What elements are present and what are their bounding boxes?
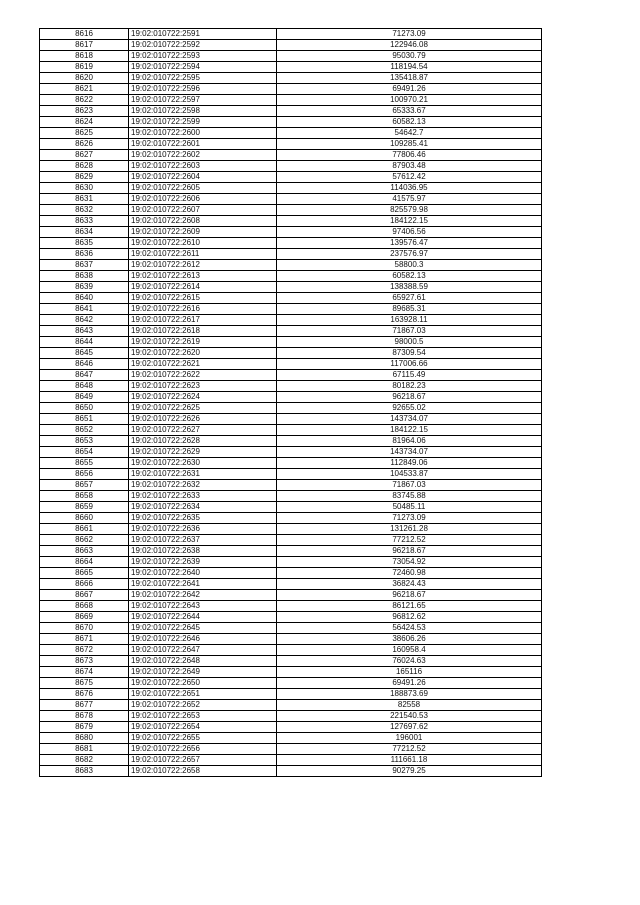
table-row [40,249,542,260]
cadastral-number-cell: 19:02:010722:2620 [129,348,277,359]
cadastral-number-cell: 19:02:010722:2591 [129,29,277,40]
amount-cell: 114036.95 [277,183,542,194]
table-row [40,557,542,568]
cadastral-number-cell: 19:02:010722:2641 [129,579,277,590]
table-row [40,667,542,678]
table-row [40,194,542,205]
cadastral-number-cell: 19:02:010722:2625 [129,403,277,414]
cadastral-number-cell: 19:02:010722:2609 [129,227,277,238]
amount-cell: 41575.97 [277,194,542,205]
row-number-cell: 8651 [40,414,129,425]
amount-cell: 127697.62 [277,722,542,733]
amount-cell: 100970.21 [277,95,542,106]
cadastral-number-cell: 19:02:010722:2597 [129,95,277,106]
cadastral-number-cell: 19:02:010722:2643 [129,601,277,612]
amount-cell: 95030.79 [277,51,542,62]
amount-cell: 77212.52 [277,535,542,546]
table-row [40,95,542,106]
amount-cell: 122946.08 [277,40,542,51]
amount-cell: 96218.67 [277,590,542,601]
table-row [40,260,542,271]
table-row [40,480,542,491]
table-row [40,414,542,425]
table-row [40,436,542,447]
cadastral-number-cell: 19:02:010722:2621 [129,359,277,370]
amount-cell: 112849.06 [277,458,542,469]
row-number-cell: 8665 [40,568,129,579]
amount-cell: 65927.61 [277,293,542,304]
row-number-cell: 8630 [40,183,129,194]
cadastral-number-cell: 19:02:010722:2653 [129,711,277,722]
cadastral-number-cell: 19:02:010722:2600 [129,128,277,139]
row-number-cell: 8658 [40,491,129,502]
cadastral-number-cell: 19:02:010722:2637 [129,535,277,546]
amount-cell: 86121.65 [277,601,542,612]
table-row [40,711,542,722]
cadastral-number-cell: 19:02:010722:2616 [129,304,277,315]
data-table [39,28,542,777]
row-number-cell: 8664 [40,557,129,568]
amount-cell: 139576.47 [277,238,542,249]
amount-cell: 184122.15 [277,216,542,227]
table-row [40,359,542,370]
cadastral-number-cell: 19:02:010722:2647 [129,645,277,656]
row-number-cell: 8661 [40,524,129,535]
row-number-cell: 8649 [40,392,129,403]
row-number-cell: 8624 [40,117,129,128]
row-number-cell: 8618 [40,51,129,62]
cadastral-number-cell: 19:02:010722:2656 [129,744,277,755]
table-row [40,601,542,612]
cadastral-number-cell: 19:02:010722:2627 [129,425,277,436]
table-row [40,106,542,117]
row-number-cell: 8660 [40,513,129,524]
cadastral-number-cell: 19:02:010722:2631 [129,469,277,480]
cadastral-number-cell: 19:02:010722:2640 [129,568,277,579]
amount-cell: 825579.98 [277,205,542,216]
cadastral-number-cell: 19:02:010722:2642 [129,590,277,601]
cadastral-number-cell: 19:02:010722:2635 [129,513,277,524]
row-number-cell: 8626 [40,139,129,150]
row-number-cell: 8655 [40,458,129,469]
row-number-cell: 8648 [40,381,129,392]
cadastral-number-cell: 19:02:010722:2619 [129,337,277,348]
amount-cell: 69491.26 [277,84,542,95]
cadastral-number-cell: 19:02:010722:2654 [129,722,277,733]
table-row [40,205,542,216]
row-number-cell: 8638 [40,271,129,282]
table-row [40,766,542,777]
table-row [40,326,542,337]
amount-cell: 50485.11 [277,502,542,513]
row-number-cell: 8659 [40,502,129,513]
row-number-cell: 8634 [40,227,129,238]
cadastral-number-cell: 19:02:010722:2634 [129,502,277,513]
amount-cell: 221540.53 [277,711,542,722]
cadastral-number-cell: 19:02:010722:2622 [129,370,277,381]
table-row [40,62,542,73]
row-number-cell: 8679 [40,722,129,733]
cadastral-number-cell: 19:02:010722:2629 [129,447,277,458]
amount-cell: 71867.03 [277,480,542,491]
amount-cell: 87309.54 [277,348,542,359]
amount-cell: 118194.54 [277,62,542,73]
amount-cell: 82558 [277,700,542,711]
table-row [40,172,542,183]
table-row [40,370,542,381]
row-number-cell: 8646 [40,359,129,370]
amount-cell: 196001 [277,733,542,744]
table-row [40,744,542,755]
table-row [40,381,542,392]
cadastral-number-cell: 19:02:010722:2639 [129,557,277,568]
amount-cell: 143734.07 [277,414,542,425]
amount-cell: 71867.03 [277,326,542,337]
table-row [40,678,542,689]
amount-cell: 97406.56 [277,227,542,238]
cadastral-number-cell: 19:02:010722:2611 [129,249,277,260]
cadastral-number-cell: 19:02:010722:2608 [129,216,277,227]
row-number-cell: 8625 [40,128,129,139]
amount-cell: 38606.26 [277,634,542,645]
amount-cell: 67115.49 [277,370,542,381]
amount-cell: 71273.09 [277,513,542,524]
amount-cell: 71273.09 [277,29,542,40]
amount-cell: 73054.92 [277,557,542,568]
row-number-cell: 8642 [40,315,129,326]
amount-cell: 163928.11 [277,315,542,326]
amount-cell: 96218.67 [277,392,542,403]
amount-cell: 81964.06 [277,436,542,447]
cadastral-number-cell: 19:02:010722:2596 [129,84,277,95]
amount-cell: 131261.28 [277,524,542,535]
table-row [40,161,542,172]
row-number-cell: 8645 [40,348,129,359]
cadastral-number-cell: 19:02:010722:2606 [129,194,277,205]
row-number-cell: 8677 [40,700,129,711]
cadastral-number-cell: 19:02:010722:2636 [129,524,277,535]
table-row [40,656,542,667]
row-number-cell: 8616 [40,29,129,40]
table-row [40,689,542,700]
table-row [40,645,542,656]
table-row [40,139,542,150]
table-body [40,29,542,777]
amount-cell: 92655.02 [277,403,542,414]
cadastral-number-cell: 19:02:010722:2593 [129,51,277,62]
table-row [40,348,542,359]
cadastral-number-cell: 19:02:010722:2649 [129,667,277,678]
row-number-cell: 8678 [40,711,129,722]
table-row [40,117,542,128]
amount-cell: 77212.52 [277,744,542,755]
amount-cell: 135418.87 [277,73,542,84]
cadastral-number-cell: 19:02:010722:2628 [129,436,277,447]
amount-cell: 58800.3 [277,260,542,271]
row-number-cell: 8622 [40,95,129,106]
amount-cell: 237576.97 [277,249,542,260]
cadastral-number-cell: 19:02:010722:2624 [129,392,277,403]
cadastral-number-cell: 19:02:010722:2648 [129,656,277,667]
cadastral-number-cell: 19:02:010722:2658 [129,766,277,777]
amount-cell: 87903.48 [277,161,542,172]
table-row [40,722,542,733]
row-number-cell: 8669 [40,612,129,623]
cadastral-number-cell: 19:02:010722:2651 [129,689,277,700]
row-number-cell: 8629 [40,172,129,183]
amount-cell: 143734.07 [277,447,542,458]
row-number-cell: 8653 [40,436,129,447]
row-number-cell: 8623 [40,106,129,117]
table-row [40,392,542,403]
row-number-cell: 8639 [40,282,129,293]
row-number-cell: 8673 [40,656,129,667]
cadastral-number-cell: 19:02:010722:2615 [129,293,277,304]
row-number-cell: 8666 [40,579,129,590]
row-number-cell: 8621 [40,84,129,95]
row-number-cell: 8637 [40,260,129,271]
cadastral-number-cell: 19:02:010722:2601 [129,139,277,150]
table-row [40,513,542,524]
amount-cell: 184122.15 [277,425,542,436]
cadastral-number-cell: 19:02:010722:2638 [129,546,277,557]
row-number-cell: 8647 [40,370,129,381]
amount-cell: 109285.41 [277,139,542,150]
amount-cell: 57612.42 [277,172,542,183]
amount-cell: 111661.18 [277,755,542,766]
table-row [40,128,542,139]
cadastral-number-cell: 19:02:010722:2602 [129,150,277,161]
row-number-cell: 8676 [40,689,129,700]
cadastral-number-cell: 19:02:010722:2626 [129,414,277,425]
table-row [40,337,542,348]
amount-cell: 98000.5 [277,337,542,348]
cadastral-number-cell: 19:02:010722:2645 [129,623,277,634]
row-number-cell: 8672 [40,645,129,656]
cadastral-number-cell: 19:02:010722:2646 [129,634,277,645]
cadastral-number-cell: 19:02:010722:2633 [129,491,277,502]
row-number-cell: 8681 [40,744,129,755]
row-number-cell: 8617 [40,40,129,51]
cadastral-number-cell: 19:02:010722:2613 [129,271,277,282]
table-row [40,733,542,744]
row-number-cell: 8680 [40,733,129,744]
table-row [40,271,542,282]
cadastral-number-cell: 19:02:010722:2630 [129,458,277,469]
amount-cell: 54642.7 [277,128,542,139]
cadastral-number-cell: 19:02:010722:2595 [129,73,277,84]
amount-cell: 69491.26 [277,678,542,689]
amount-cell: 60582.13 [277,117,542,128]
row-number-cell: 8675 [40,678,129,689]
row-number-cell: 8628 [40,161,129,172]
amount-cell: 117006.66 [277,359,542,370]
amount-cell: 72460.98 [277,568,542,579]
cadastral-number-cell: 19:02:010722:2650 [129,678,277,689]
amount-cell: 80182.23 [277,381,542,392]
table-row [40,183,542,194]
cadastral-number-cell: 19:02:010722:2614 [129,282,277,293]
cadastral-number-cell: 19:02:010722:2623 [129,381,277,392]
amount-cell: 76024.63 [277,656,542,667]
table-row [40,568,542,579]
table-row [40,293,542,304]
table-row [40,458,542,469]
cadastral-number-cell: 19:02:010722:2644 [129,612,277,623]
row-number-cell: 8671 [40,634,129,645]
row-number-cell: 8668 [40,601,129,612]
table-row [40,403,542,414]
table-row [40,491,542,502]
table-row [40,469,542,480]
row-number-cell: 8654 [40,447,129,458]
cadastral-number-cell: 19:02:010722:2632 [129,480,277,491]
cadastral-number-cell: 19:02:010722:2599 [129,117,277,128]
row-number-cell: 8683 [40,766,129,777]
cadastral-number-cell: 19:02:010722:2604 [129,172,277,183]
cadastral-number-cell: 19:02:010722:2618 [129,326,277,337]
row-number-cell: 8663 [40,546,129,557]
cadastral-number-cell: 19:02:010722:2612 [129,260,277,271]
table-row [40,51,542,62]
cadastral-number-cell: 19:02:010722:2655 [129,733,277,744]
amount-cell: 65333.67 [277,106,542,117]
row-number-cell: 8682 [40,755,129,766]
row-number-cell: 8641 [40,304,129,315]
amount-cell: 96218.67 [277,546,542,557]
row-number-cell: 8627 [40,150,129,161]
row-number-cell: 8657 [40,480,129,491]
cadastral-number-cell: 19:02:010722:2592 [129,40,277,51]
amount-cell: 77806.46 [277,150,542,161]
table-row [40,623,542,634]
cadastral-number-cell: 19:02:010722:2617 [129,315,277,326]
table-row [40,546,542,557]
row-number-cell: 8670 [40,623,129,634]
amount-cell: 89685.31 [277,304,542,315]
row-number-cell: 8619 [40,62,129,73]
cadastral-number-cell: 19:02:010722:2594 [129,62,277,73]
amount-cell: 83745.88 [277,491,542,502]
row-number-cell: 8667 [40,590,129,601]
table-row [40,40,542,51]
row-number-cell: 8620 [40,73,129,84]
document-page [39,28,542,777]
cadastral-number-cell: 19:02:010722:2652 [129,700,277,711]
table-row [40,502,542,513]
cadastral-number-cell: 19:02:010722:2610 [129,238,277,249]
row-number-cell: 8644 [40,337,129,348]
cadastral-number-cell: 19:02:010722:2657 [129,755,277,766]
amount-cell: 90279.25 [277,766,542,777]
table-row [40,73,542,84]
table-row [40,227,542,238]
table-row [40,425,542,436]
row-number-cell: 8631 [40,194,129,205]
row-number-cell: 8674 [40,667,129,678]
row-number-cell: 8633 [40,216,129,227]
table-row [40,590,542,601]
table-row [40,29,542,40]
amount-cell: 138388.59 [277,282,542,293]
row-number-cell: 8650 [40,403,129,414]
table-row [40,755,542,766]
row-number-cell: 8635 [40,238,129,249]
row-number-cell: 8632 [40,205,129,216]
amount-cell: 160958.4 [277,645,542,656]
table-row [40,447,542,458]
table-row [40,150,542,161]
amount-cell: 165116 [277,667,542,678]
table-row [40,282,542,293]
row-number-cell: 8652 [40,425,129,436]
amount-cell: 36824.43 [277,579,542,590]
row-number-cell: 8656 [40,469,129,480]
table-row [40,315,542,326]
table-row [40,634,542,645]
table-row [40,612,542,623]
cadastral-number-cell: 19:02:010722:2598 [129,106,277,117]
amount-cell: 96812.62 [277,612,542,623]
table-row [40,238,542,249]
amount-cell: 104533.87 [277,469,542,480]
cadastral-number-cell: 19:02:010722:2607 [129,205,277,216]
amount-cell: 56424.53 [277,623,542,634]
cadastral-number-cell: 19:02:010722:2605 [129,183,277,194]
table-row [40,524,542,535]
table-row [40,84,542,95]
row-number-cell: 8643 [40,326,129,337]
row-number-cell: 8662 [40,535,129,546]
cadastral-number-cell: 19:02:010722:2603 [129,161,277,172]
table-row [40,535,542,546]
table-row [40,579,542,590]
table-row [40,216,542,227]
amount-cell: 188873.69 [277,689,542,700]
table-row [40,304,542,315]
table-row [40,700,542,711]
row-number-cell: 8636 [40,249,129,260]
row-number-cell: 8640 [40,293,129,304]
amount-cell: 60582.13 [277,271,542,282]
